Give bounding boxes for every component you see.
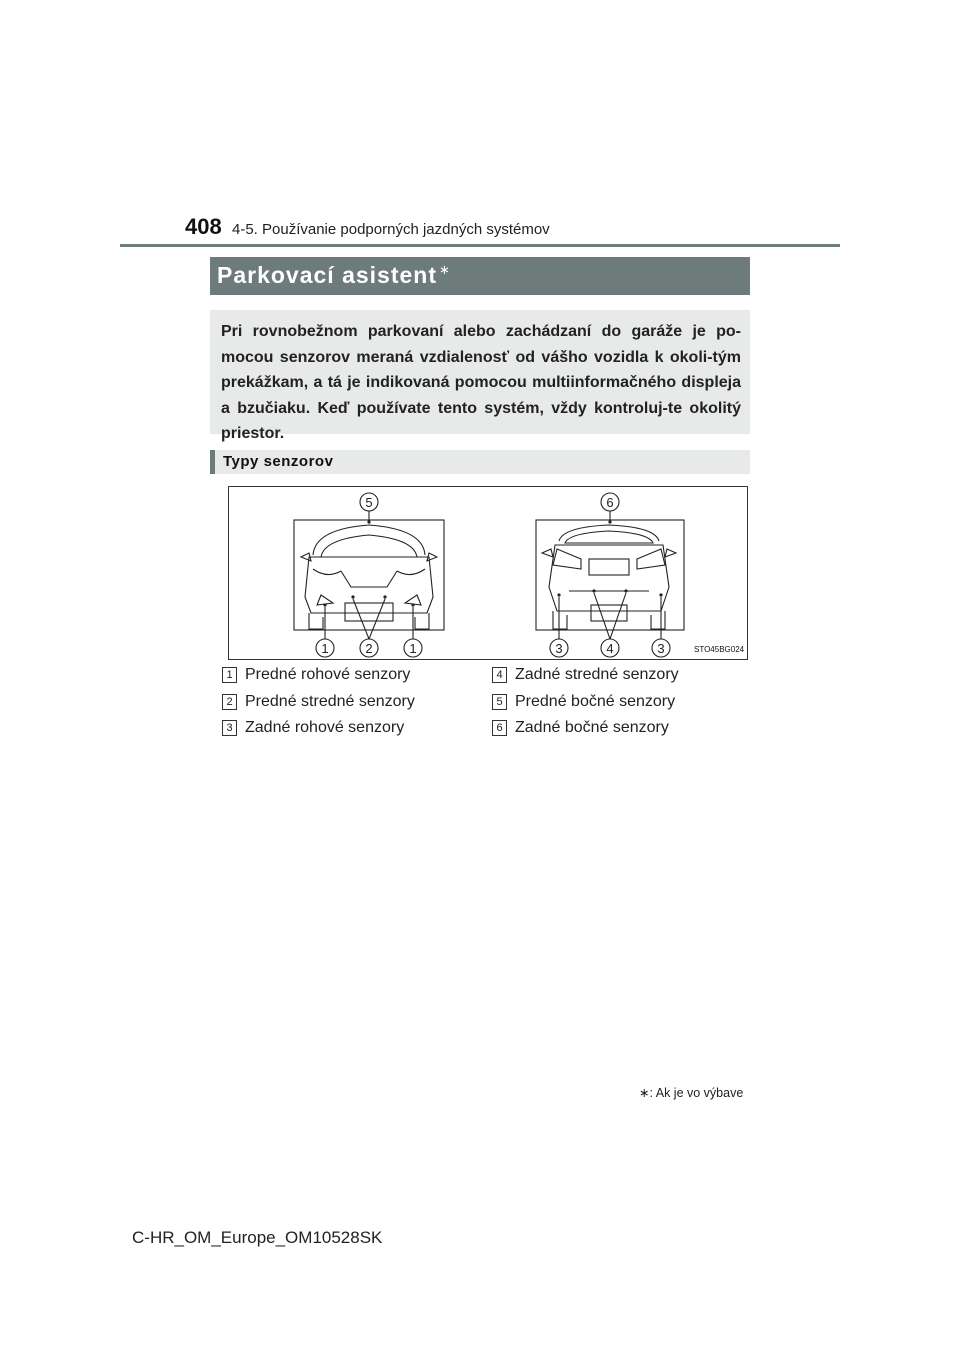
callout-label-3b: 3 — [657, 641, 665, 656]
callout-label-5: 5 — [365, 495, 373, 510]
callout-label-4: 4 — [606, 641, 614, 656]
legend-label: Zadné rohové senzory — [245, 719, 405, 736]
sensor-illustration — [229, 487, 747, 659]
front-car-illustration — [294, 520, 444, 630]
callout-label-2: 2 — [365, 641, 373, 656]
callout-label-3a: 3 — [555, 641, 563, 656]
subsection-title: Typy senzorov — [223, 453, 334, 470]
callout-label-6: 6 — [606, 495, 614, 510]
legend-label: Zadné stredné senzory — [515, 666, 679, 683]
optional-equipment-mark: ∗ — [439, 262, 451, 277]
legend-label: Predné bočné senzory — [515, 692, 676, 710]
legend-number-badge: 6 — [492, 720, 507, 736]
section-heading-bar — [210, 257, 750, 295]
page-number: 408 — [185, 214, 222, 239]
document-id: C-HR_OM_Europe_OM10528SK — [132, 1228, 383, 1247]
sensor-diagram — [228, 486, 748, 660]
legend-label: Predné rohové senzory — [245, 666, 411, 683]
front-license-plate — [345, 603, 393, 621]
legend-label: Predné stredné senzory — [245, 692, 415, 710]
callout-label-1b: 1 — [409, 641, 417, 656]
footnote-mark: ∗ — [639, 1086, 650, 1100]
legend-number-badge: 3 — [222, 720, 237, 736]
subsection-accent — [210, 450, 215, 474]
legend-label: Zadné bočné senzory — [515, 719, 669, 736]
section-title: Parkovací asistent ∗ — [217, 262, 451, 288]
figure-code: STO45BG024 — [694, 645, 745, 654]
callout-label-1a: 1 — [321, 641, 329, 656]
intro-box — [210, 310, 750, 442]
footnote — [639, 1085, 743, 1100]
legend-number-badge: 5 — [492, 694, 507, 710]
intro-text: Pri rovnobežnom parkovaní alebo zachádzaní do garáže je po-mocou senzorov meraná vzdialenosť od vášho vozidla k okoli-tým prekážkam, a tá je indikovaná pomocou multiinformačného displeja a bzučiaku. Keď používate tento systém, vždy kontroluj-te okolitý priestor. — [221, 323, 741, 442]
legend-number-badge: 2 — [222, 694, 237, 710]
legend-number-badge: 1 — [222, 667, 237, 683]
chapter-title: 4-5. Používanie podporných jazdných systémov — [232, 221, 550, 238]
header-divider — [120, 244, 840, 247]
subsection-heading-bar — [210, 450, 750, 474]
legend-number-badge: 4 — [492, 667, 507, 683]
footnote-text: : Ak je vo výbave — [649, 1086, 744, 1100]
rear-car-illustration — [536, 520, 684, 630]
rear-license-plate — [589, 559, 629, 575]
